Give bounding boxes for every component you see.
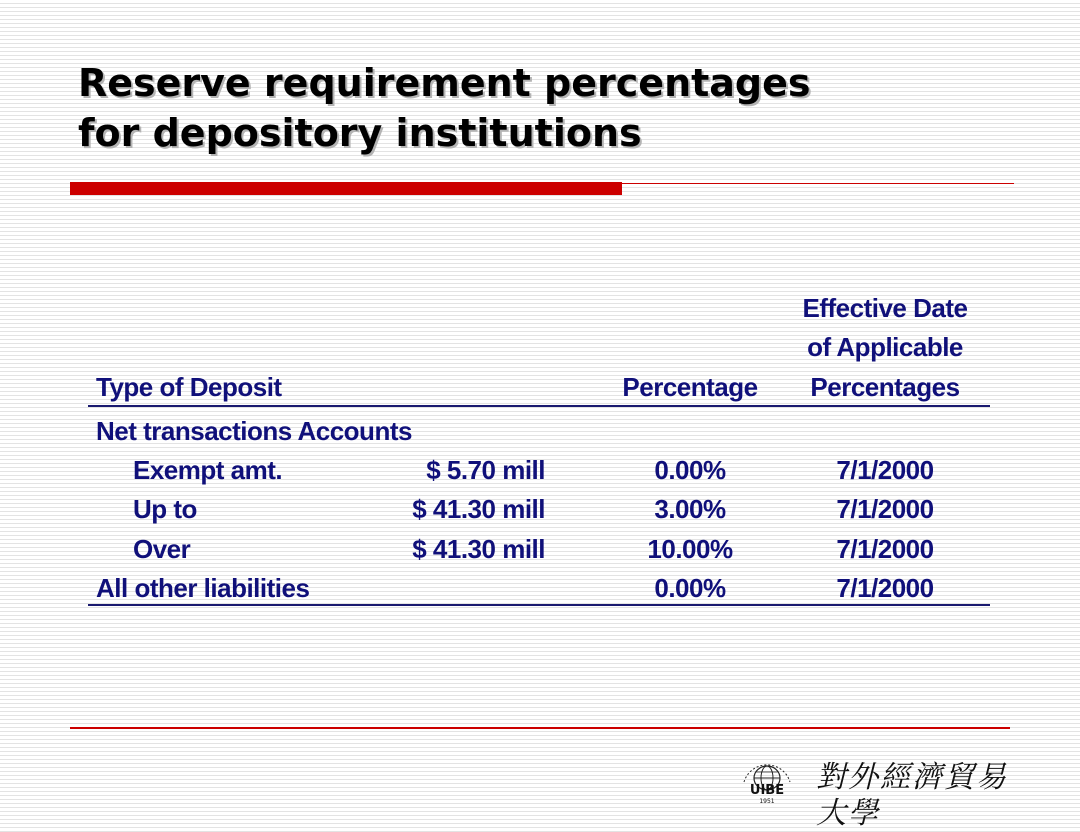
row-percentage: 0.00%	[654, 455, 726, 485]
row-amount: $ 41.30 mill	[412, 534, 545, 564]
row-label: Exempt amt.	[133, 455, 283, 485]
header-effective-line-2: of Applicable	[807, 332, 963, 362]
row-amount: $ 41.30 mill	[412, 494, 545, 524]
header-effective-line-1: Effective Date	[802, 293, 968, 323]
emblem-year: 1951	[759, 798, 775, 804]
row-date: 7/1/2000	[836, 494, 934, 524]
table-bottom-rule	[88, 604, 990, 606]
row-amount: $ 5.70 mill	[426, 455, 545, 485]
header-effective-line-3: Percentages	[810, 372, 960, 402]
slide-title	[78, 58, 811, 158]
row-percentage: 0.00%	[654, 573, 726, 603]
row-date: 7/1/2000	[836, 573, 934, 603]
university-name-chinese: 對外經濟貿易大學	[816, 760, 1008, 831]
row-percentage: 3.00%	[654, 494, 726, 524]
section-label: Net transactions Accounts	[96, 416, 412, 446]
header-percentage: Percentage	[622, 372, 758, 402]
row-label: All other liabilities	[96, 573, 310, 603]
header-rule	[88, 405, 990, 407]
footer-line	[70, 727, 1010, 729]
uibe-emblem-icon	[736, 752, 798, 804]
title-underline-line	[622, 183, 1014, 184]
row-date: 7/1/2000	[836, 455, 934, 485]
row-label: Over	[133, 534, 191, 564]
slide-title-line-1: Reserve requirement percentages	[78, 61, 811, 105]
university-logo	[736, 752, 1026, 831]
row-date: 7/1/2000	[836, 534, 934, 564]
slide-title-line-2: for depository institutions	[78, 111, 642, 155]
header-type-of-deposit: Type of Deposit	[96, 372, 282, 402]
row-label: Up to	[133, 494, 197, 524]
row-percentage: 10.00%	[647, 534, 733, 564]
title-underline-bar	[70, 182, 622, 195]
emblem-text: UIBE	[749, 783, 785, 798]
